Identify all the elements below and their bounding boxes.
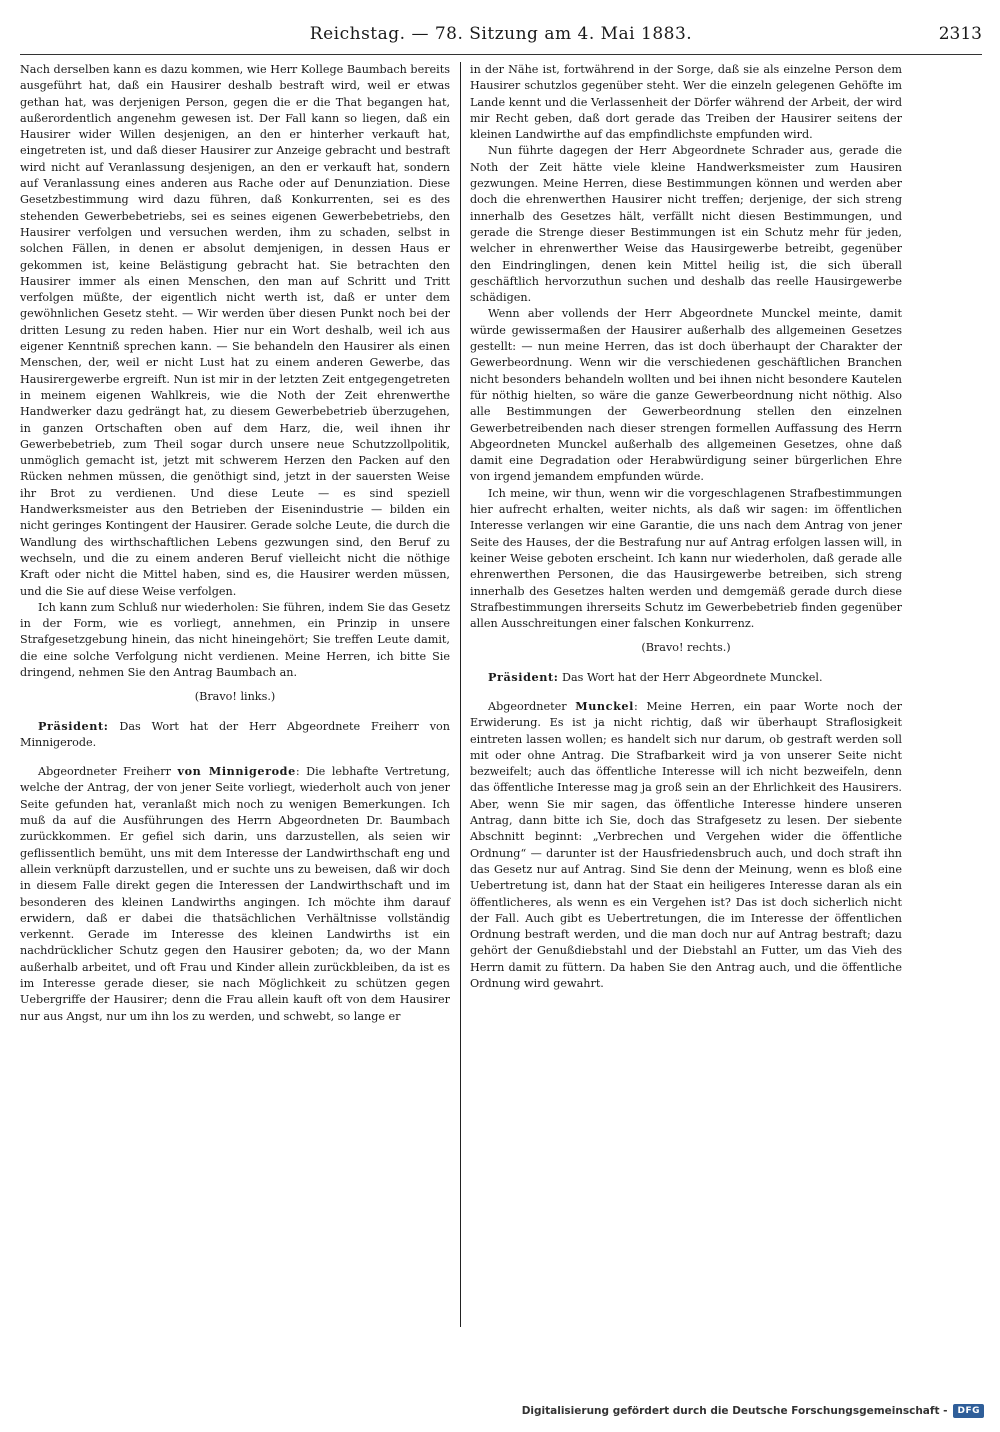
left-column (20, 62, 450, 1025)
speaker-prefix: Abgeordneter (488, 699, 576, 713)
speaker-name: von Minnigerode (177, 764, 296, 779)
page-number: 2313 (938, 24, 982, 44)
paragraph: Nun führte dagegen der Herr Abgeordnete Schrader aus, gerade die Noth der Zeit hätte viele kleine Handwerksmeister zum Hausiren gezwungen. Meine Herren, diese Bestimmungen können und werden aber doch die ehrenwerthen Hausirer nicht treffen; derjenige, der sich streng innerhalb des Gesetzes hält, verfällt nicht diesen Bestimmungen, und gerade die Strenge dieser Bestimmungen ist ein Schutz mehr für jeden, welcher in ehrenwerther Weise das Hausirgewerbe betreibt, gegenüber den Eindringlingen, denen kein Mittel heilig ist, die sich überall geschäftlich hervorzuthun suchen und deshalb das reelle Hausirgewerbe schädigen. (470, 144, 902, 305)
speech (470, 698, 902, 992)
column-divider (460, 62, 461, 1327)
applause-note: (Bravo! links.) (194, 690, 276, 704)
paragraph: Ich meine, wir thun, wenn wir die vorgeschlagenen Strafbestimmungen hier aufrecht erhalten, weiter nichts, als daß wir sagen: im öffentlichen Interesse verlangen wir eine Garantie, die uns nach dem Antrag von jener Seite des Hauses, der die Bestrafung nur auf Antrag erfolgen lassen will, in keiner Weise geboten erscheint. Ich kann nur wiederholen, daß gerade alle ehrenwerthen Personen, die das Hausirgewerbe betreiben, sich streng innerhalb des Gesetzes halten werden und demgemäß gerade durch diese Strafbestimmungen ihrerseits Schutz im Gewerbebetrieb finden gegenüber allen Ausschreitungen einer falschen Konkurrenz. (470, 486, 902, 631)
running-title: Reichstag. — 78. Sitzung am 4. Mai 1883. (309, 24, 693, 44)
paragraph: Ich kann zum Schluß nur wiederholen: Sie führen, indem Sie das Gesetz in der Form, wie es vorliegt, annehmen, ein Prinzip in unsere Strafgesetzgebung hinein, das nicht hineingehört; Sie treffen Leute damit, die eine solche Verfolgung nicht verdienen. Meine Herren, ich bitte Sie dringend, nehmen Sie den Antrag Baumbach an. (20, 600, 450, 679)
right-column (470, 62, 902, 992)
footer-text: Digitalisierung gefördert durch die Deutsche Forschungsgemeinschaft - (521, 1405, 948, 1417)
paragraph: Nach derselben kann es dazu kommen, wie Herr Kollege Baumbach bereits ausgeführt hat, daß ein Hausirer deshalb bestraft wird, weil er etwas gethan hat, was derjenigen Person, gegen die er die That begangen hat, außerordentlich angenehm gewesen ist. Der Fall kann so liegen, daß ein Hausirer wider Willen desjenigen, an den er hinterher verkauft hat, eingetreten ist, und daß dieser Hausirer zur Anzeige gebracht und bestraft wird nicht auf Veranlassung desjenigen, an den er verkauft hat, sondern auf Veranlassung eines anderen aus Rache oder auf Denunziation. Diese Gesetzbestimmung wird dazu führen, daß Konkurrenten, sei es des stehenden Gewerbebetriebs, sei es seines eigenen Gewerbebetriebs, den Hausirer verfolgen und versuchen werden, ihm zu schaden, selbst in solchen Fällen, in denen er absolut demjenigen, in dessen Haus er gekommen ist, keine Belästigung gebracht hat. Sie betrachten den Hausirer immer als einen Menschen, den man auf Schritt und Tritt verfolgen müßte, der eigentlich nicht werth ist, daß er unter dem gewöhnlichen Gesetz steht. — Wir werden über diesen Punkt noch bei der dritten Lesung zu reden haben. Hier nur ein Wort deshalb, weil ich aus eigener Kenntniß sprechen kann. — Sie behandeln den Hausirer als einen Menschen, der, weil er nicht Lust hat zu einem anderen Gewerbe, das Hausirergewerbe ergreift. Nun ist mir in der letzten Zeit entgegengetreten in meinem eigenen Wahlkreis, wie die Noth der Zeit ehrenwerthe Handwerker dazu gedrängt hat, zu diesem Gewerbebetrieb überzugehen, in ganzen Ortschaften oben auf dem Harz, die, weil ihnen ihr Gewerbebetrieb, zum Theil sogar durch unsere neue Schutzzollpolitik, unmöglich gemacht ist, jetzt mit schwerem Herzen den Packen auf den Rücken nehmen müssen, die genöthigt sind, jetzt in der sauersten Weise ihr Brot zu verdienen. Und diese Leute — es sind speziell Handwerksmeister aus den Betrieben der Eisenindustrie — bilden ein nicht geringes Kontingent der Hausirer. Gerade solche Leute, die durch die Wandlung des wirthschaftlichen Lebens gezwungen sind, den Beruf zu wechseln, und die zu einem anderen Beruf vielleicht nicht die nöthige Kraft oder nicht die Mittel haben, sind es, die Hausirer werden müssen, und die Sie auf diese Weise verfolgen. (20, 63, 450, 598)
paragraph: Wenn aber vollends der Herr Abgeordnete Munckel meinte, damit würde gewissermaßen der Hausirer außerhalb des allgemeinen Gesetzes gestellt: — nun meine Herren, das ist doch überhaupt der Charakter der Gewerbeordnung. Wenn wir die verschiedenen geschäftlichen Branchen nicht besonders behandeln wollten und bei ihnen nicht besondere Kautelen für nöthig hielten, so wäre die ganze Gewerbeordnung nicht nöthig. Also alle Bestimmungen der Gewerbeordnung stellen den einzelnen Gewerbetreibenden nach dieser strengen formellen Auffassung des Herrn Abgeordneten Munckel außerhalb des allgemeinen Gesetzes, ohne daß damit eine Degradation oder Herabwürdigung seiner bürgerlichen Ehre von irgend jemandem empfunden würde. (470, 307, 902, 484)
president-label: Präsident: (488, 669, 559, 684)
dfg-logo-icon: DFG (953, 1404, 984, 1418)
president-statement (20, 718, 450, 752)
president-label: Präsident: (38, 718, 109, 733)
speaker-name: Munckel (575, 698, 635, 713)
president-text: Das Wort hat der Herr Abgeordnete Freiherr von Minnigerode. (20, 719, 450, 749)
speech-text: : Meine Herren, ein paar Worte noch der Erwiderung. Es ist ja nicht richtig, daß wir überhaupt Straflosigkeit eintreten lassen wollen; es handelt sich nur darum, ob gestraft werden soll mit oder ohne Antrag. Die Strafbarkeit wird ja von unserer Seite nicht bezweifelt; auch das öffentliche Interesse will ich nicht bezweifeln, denn das öffentliche Interesse mag ja groß sein an der Ehrlichkeit des Hausirers. Aber, wenn Sie mir sagen, das öffentliche Interesse hindere unseren Antrag, dann bitte ich Sie, doch das Strafgesetz zu lesen. Der siebente Abschnitt beginnt: „Verbrechen und Vergehen wider die öffentliche Ordnung“ — darunter ist der Hausfriedensbruch auch, und doch straft ihn das Gesetz nur auf Antrag. Sind Sie denn der Meinung, wenn es bloß eine Uebertretung ist, dann hat der Staat ein heiligeres Interesse daran als ein öffentlicheres, als wenn es ein Vergehen ist? Das ist doch sicherlich nicht der Fall. Auch gibt es Uebertretungen, die im Interesse der öffentlichen Ordnung bestraft werden, und die man doch nur auf Antrag bestraft; dazu gehört der Genußdiebstahl und der Diebstahl an Futter, um das Vieh des Herrn damit zu füttern. Da haben Sie den Antrag auch, und die öffentliche Ordnung wird gewahrt. (470, 699, 902, 991)
president-statement (470, 669, 902, 686)
header-rule (20, 54, 982, 55)
speaker-prefix: Abgeordneter Freiherr (38, 765, 178, 779)
speech-text: : Die lebhafte Vertretung, welche der Antrag, der von jener Seite vorliegt, wiederholt auch von jener Seite gefunden hat, veranlaßt mich noch zu wenigen Bemerkungen. Ich muß da auf die Ausführungen des Herrn Abgeordneten Dr. Baumbach zurückkommen. Er gefiel sich darin, uns darzustellen, als seien wir geflissentlich bemüht, uns mit dem Interesse der Landwirthschaft eng und allein verknüpft darzustellen, und er suchte uns zu beweisen, daß wir doch in diesem Falle direkt gegen die Interessen der Landwirthschaft und im besonderen des kleinen Landwirths angingen. Ich möchte ihm darauf erwidern, daß er dabei die thatsächlichen Verhältnisse vollständig verkennt. Gerade im Interesse des kleinen Landwirths ist ein nachdrücklicher Schutz gegen den Hausirer geboten; da, wo der Mann außerhalb arbeitet, und oft Frau und Kinder allein zurückbleiben, da ist es im Interesse gerade dieser, sie nach Möglichkeit zu schützen gegen Uebergriffe der Hausirer; denn die Frau allein kauft oft von dem Hausirer nur aus Angst, nur um ihn los zu werden, und schwebt, so lange er (20, 765, 450, 1023)
applause-note: (Bravo! rechts.) (641, 641, 731, 655)
speech (20, 763, 450, 1025)
digitization-footer (522, 1402, 984, 1420)
president-text: Das Wort hat der Herr Abgeordnete Munckel. (558, 670, 823, 684)
paragraph: in der Nähe ist, fortwährend in der Sorge, daß sie als einzelne Person dem Hausirer schutzlos gegenüber steht. Wer die einzeln gelegenen Gehöfte im Lande kennt und die Verlassenheit der Dörfer während der Arbeit, der wird mir Recht geben, daß dort gerade das Treiben der Hausirer seitens der kleinen Landwirthe auf das empfindlichste empfunden wird. (470, 63, 902, 142)
page-header (20, 24, 982, 54)
